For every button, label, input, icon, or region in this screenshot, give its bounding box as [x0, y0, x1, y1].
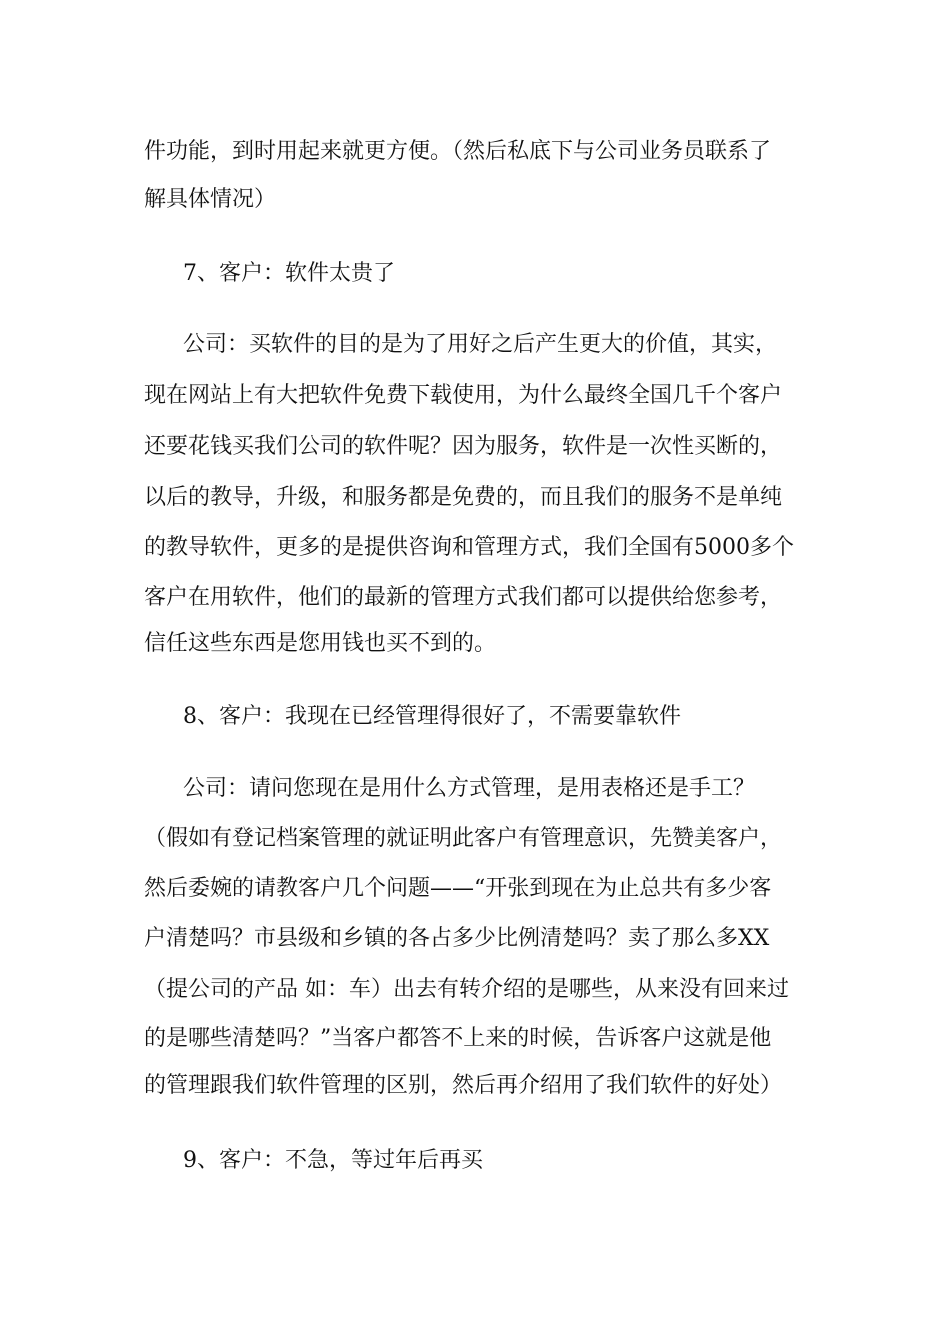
- paragraph-line: （假如有登记档案管理的就证明此客户有管理意识，先赞美客户，: [144, 826, 783, 851]
- question-heading-9: 9、客户：不急，等过年后再买: [183, 1148, 483, 1173]
- question-heading-7: 7、客户：软件太贵了: [183, 261, 395, 286]
- paragraph-line: 信任这些东西是您用钱也买不到的。: [144, 631, 497, 656]
- paragraph-line: 以后的教导，升级，和服务都是免费的，而且我们的服务不是单纯: [144, 485, 783, 510]
- paragraph-line: 件功能，到时用起来就更方便。（然后私底下与公司业务员联系了: [144, 139, 772, 164]
- paragraph-line: 还要花钱买我们公司的软件呢？因为服务，软件是一次性买断的，: [144, 434, 783, 459]
- paragraph-line: 的教导软件，更多的是提供咨询和管理方式，我们全国有5000多个: [144, 535, 794, 560]
- paragraph-line: 公司：买软件的目的是为了用好之后产生更大的价值，其实，: [183, 332, 778, 357]
- paragraph-line: 的管理跟我们软件管理的区别，然后再介绍用了我们软件的好处）: [144, 1073, 783, 1098]
- paragraph-line: 现在网站上有大把软件免费下载使用，为什么最终全国几千个客户: [144, 383, 783, 408]
- question-heading-8: 8、客户：我现在已经管理得很好了，不需要靠软件: [183, 704, 681, 729]
- paragraph-line: 的是哪些清楚吗？”当客户都答不上来的时候，告诉客户这就是他: [144, 1026, 772, 1051]
- paragraph-line: 客户在用软件，他们的最新的管理方式我们都可以提供给您参考，: [144, 585, 783, 610]
- paragraph-line: 解具体情况）: [144, 187, 277, 212]
- paragraph-line: （提公司的产品 如：车）出去有转介绍的是哪些，从来没有回来过: [144, 977, 789, 1002]
- paragraph-line: 然后委婉的请教客户几个问题——“开张到现在为止总共有多少客: [144, 876, 772, 901]
- paragraph-line: 公司：请问您现在是用什么方式管理，是用表格还是手工？: [183, 776, 756, 801]
- paragraph-line: 户清楚吗？市县级和乡镇的各占多少比例清楚吗？卖了那么多XX: [144, 926, 770, 951]
